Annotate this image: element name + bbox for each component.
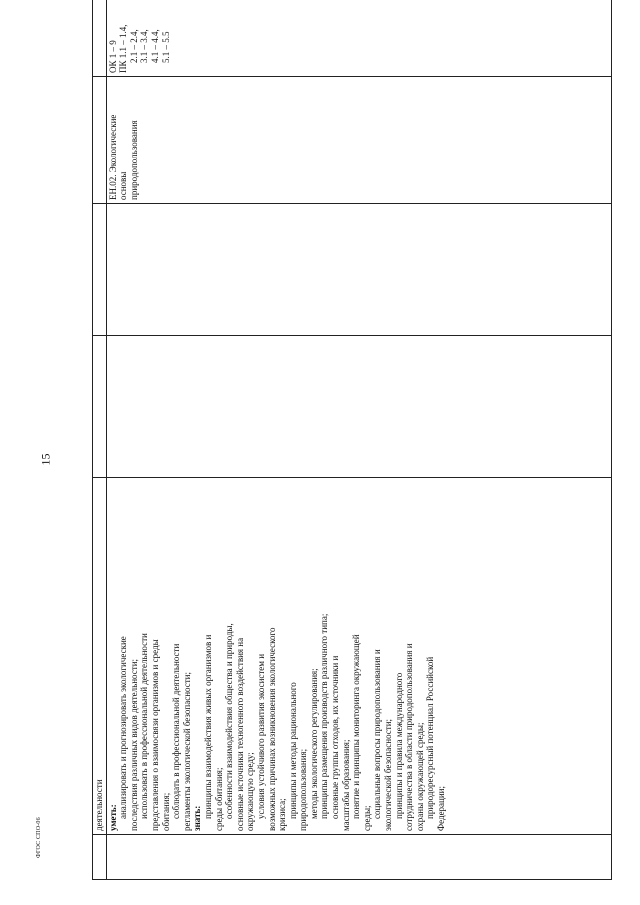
discipline-cell bbox=[106, 77, 611, 204]
competency-line: ОК 1 – 9 bbox=[107, 40, 118, 73]
table-empty-cell bbox=[93, 77, 107, 204]
content-line: знать: bbox=[192, 805, 203, 831]
discipline-line: основы bbox=[118, 171, 129, 200]
table-top-row bbox=[93, 0, 107, 880]
content-line: экологической безопасности; bbox=[383, 718, 394, 831]
competency-line: 5.1 – 5.5 bbox=[160, 31, 171, 63]
document-footer: ФГОС СПО-06 bbox=[36, 817, 42, 858]
content-line: кризиса; bbox=[277, 798, 288, 831]
curriculum-table bbox=[92, 0, 612, 880]
content-line: природоресурсный потенциал Российской bbox=[425, 656, 436, 819]
activity-continuation-cell: деятельности bbox=[93, 478, 107, 835]
content-line: масштабы образования; bbox=[340, 739, 351, 831]
content-line: сотрудничества в области природопользования и bbox=[404, 643, 415, 831]
content-line: использовать в профессиональной деятельности bbox=[139, 633, 150, 819]
content-line: принципы размещения производств различного типа; bbox=[319, 613, 330, 819]
discipline-line: природопользования bbox=[128, 120, 139, 200]
content-line: особенности взаимодействия общества и природы, bbox=[224, 623, 235, 819]
page-number: 15 bbox=[38, 453, 53, 466]
content-line: Федерации; bbox=[436, 785, 446, 831]
content-line: принципы и методы рационального bbox=[287, 682, 298, 819]
table-empty-cell bbox=[93, 204, 107, 336]
knowledge-skills-cell bbox=[106, 478, 611, 835]
discipline-line: ЕН.02. Экологические bbox=[107, 114, 118, 200]
table-empty-cell bbox=[93, 336, 107, 478]
table-empty-cell bbox=[106, 204, 611, 336]
content-line: природопользования; bbox=[298, 748, 309, 831]
competency-line: 2.1 – 2.4, bbox=[128, 29, 139, 63]
content-line: охраны окружающей среды; bbox=[414, 722, 425, 831]
table-empty-cell bbox=[106, 835, 611, 880]
content-line: основные источники техногенного воздействия на bbox=[234, 637, 245, 831]
competency-line: 4.1 – 4.4, bbox=[149, 29, 160, 63]
content-line: регламенты экологической безопасности; bbox=[181, 672, 192, 831]
content-line: понятие и принципы мониторинга окружающей bbox=[351, 634, 362, 819]
content-line: социальные вопросы природопользования и bbox=[372, 649, 383, 819]
content-line: последствия различных видов деятельности; bbox=[128, 658, 139, 831]
content-line: методы экологического регулирования; bbox=[308, 668, 319, 819]
competency-line: ПК 1.1 – 1.4, bbox=[118, 24, 129, 73]
rotated-table-wrapper bbox=[92, 24, 612, 880]
competency-cell bbox=[106, 0, 611, 77]
content-line: уметь: bbox=[107, 804, 118, 831]
content-line: среды; bbox=[361, 805, 372, 831]
content-line: соблюдать в профессиональной деятельности bbox=[171, 643, 182, 819]
content-line: представления о взаимосвязи организмов и среды bbox=[149, 639, 160, 831]
competency-line: 3.1 – 3.4, bbox=[139, 29, 150, 63]
content-line: принципы взаимодействия живых организмов и bbox=[202, 634, 213, 819]
content-line: обитания; bbox=[160, 792, 171, 831]
content-line: среды обитания; bbox=[213, 767, 224, 831]
content-line: условия устойчивого развития экосистем и bbox=[255, 653, 266, 819]
content-line: возможных причинах возникновения экологического bbox=[266, 627, 277, 831]
table-row bbox=[106, 0, 611, 880]
content-line: окружающую среду; bbox=[245, 752, 256, 831]
table-empty-cell bbox=[106, 336, 611, 478]
table-empty-cell bbox=[93, 835, 107, 880]
content-line: принципы и правила международного bbox=[393, 672, 404, 819]
content-line: основные группы отходов, их источники и bbox=[330, 655, 341, 819]
table-empty-cell bbox=[93, 0, 107, 77]
content-line: анализировать и прогнозировать экологические bbox=[118, 636, 129, 819]
